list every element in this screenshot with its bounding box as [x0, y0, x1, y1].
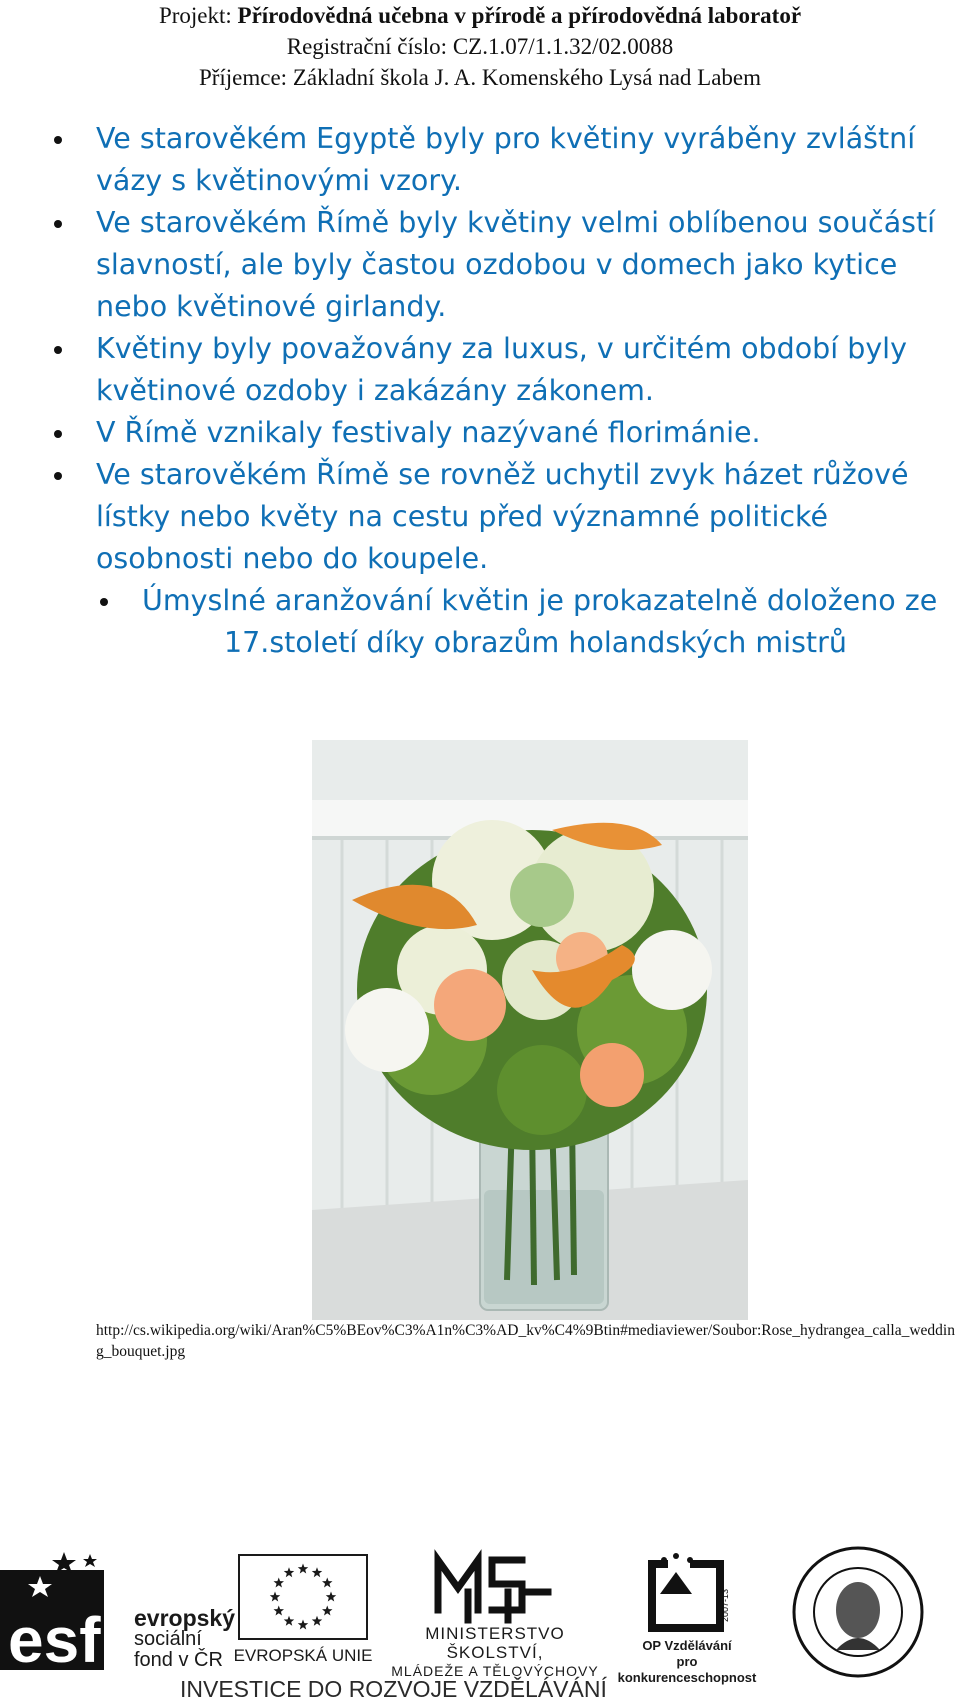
bullet-dot: [54, 346, 62, 354]
list-item: V Římě vznikaly festivaly nazývané florimánie.: [0, 412, 960, 454]
list-item: Ve starověkém Egyptě byly pro květiny vyráběny zvláštní vázy s květinovými vzory.: [0, 118, 960, 202]
op-label: OP Vzdělávání pro konkurenceschopnost: [617, 1638, 757, 1685]
document-header: [0, 0, 960, 93]
op-years: 2007-13: [720, 1588, 730, 1622]
bullet-dot: [54, 136, 62, 144]
eu-label: EVROPSKÁ UNIE: [233, 1646, 373, 1665]
registration-number: Registrační číslo: CZ.1.07/1.1.32/02.0088: [286, 34, 674, 59]
list-item: Ve starověkém Římě se rovněž uchytil zvyk házet růžové lístky nebo květy na cestu před významné politické osobnosti nebo do koupele.: [0, 454, 960, 580]
school-seal: [778, 1540, 938, 1680]
fact-list: [0, 118, 960, 664]
project-line: [0, 0, 960, 31]
list-item: Květiny byly považovány za luxus, v určitém období byly květinové ozdoby i zakázány zákonem.: [0, 328, 960, 412]
recipient: Příjemce: Základní škola J. A. Komenského Lysá nad Labem: [198, 65, 762, 90]
bouquet-photo: [312, 740, 748, 1320]
op-vzdelavani-logo: [612, 1552, 762, 1685]
svg-text:esf: esf: [8, 1604, 101, 1670]
eu-logo: [233, 1554, 373, 1674]
slogan: INVESTICE DO ROZVOJE VZDĚLÁVÁNÍ: [180, 1676, 607, 1702]
list-item: Ve starověkém Římě byly květiny velmi oblíbenou součástí slavností, ale byly častou ozdobou v domech jako kytice nebo květinové girlandy.: [0, 202, 960, 328]
esf-label: evropský sociální fond v ČR: [134, 1605, 236, 1671]
esf-logo: [0, 1550, 240, 1670]
bullet-dot: [54, 220, 62, 228]
project-label: Projekt:: [158, 3, 232, 28]
logo-bar: [0, 1540, 960, 1706]
msmt-label: MINISTERSTVO ŠKOLSTVÍ, MLÁDEŽE A TĚLOVÝCHOVY: [391, 1624, 599, 1679]
bullet-dot: [54, 472, 62, 480]
msmt-logo: [380, 1548, 610, 1679]
project-name: Přírodovědná učebna v přírodě a přírodovědná laboratoř: [237, 3, 802, 28]
image-source-url: http://cs.wikipedia.org/wiki/Aran%C5%BEov%C3%A1n%C3%AD_kv%C4%9Btin#mediaviewer/Soubor:Rose_hydrangea_calla_wedding_bouquet.jpg: [96, 1322, 955, 1360]
bullet-dot: [100, 598, 108, 606]
sub-list-item: Úmyslné aranžování květin je prokazatelně doloženo ze 17.století díky obrazům holandských mistrů: [0, 580, 960, 664]
bullet-dot: [54, 430, 62, 438]
